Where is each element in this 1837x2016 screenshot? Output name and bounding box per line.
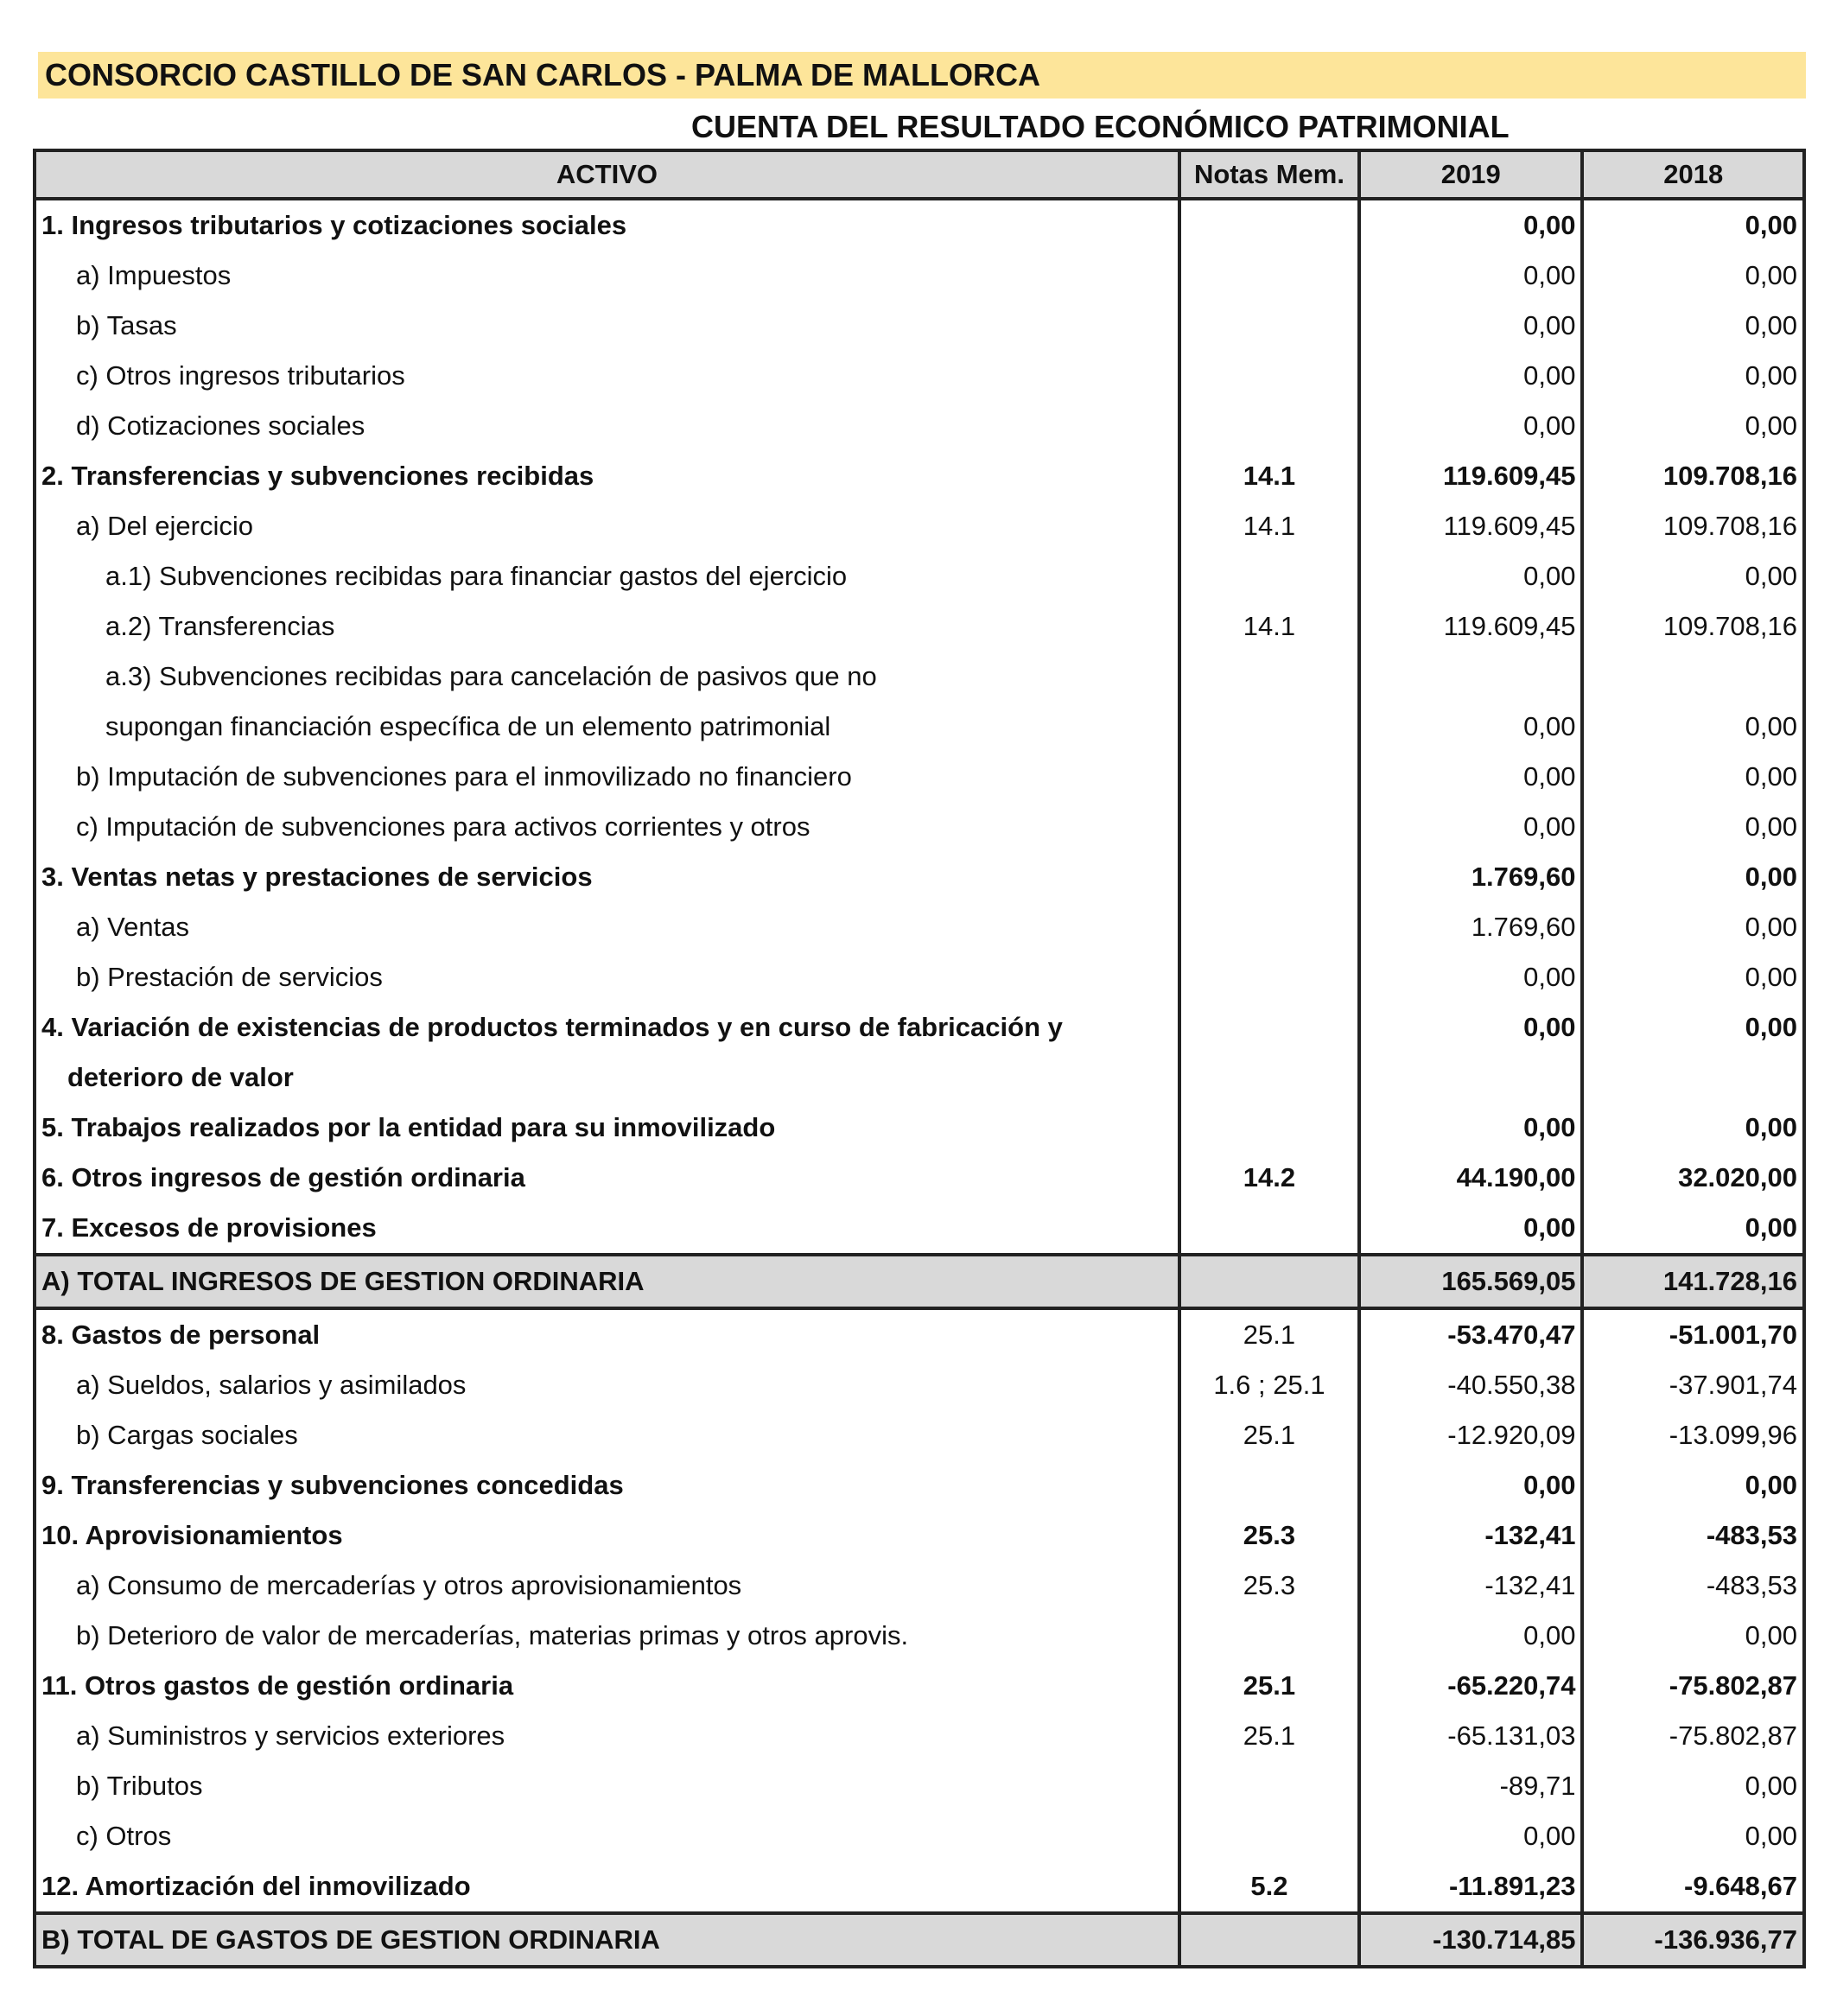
row-value-2019: -65.220,74 bbox=[1359, 1661, 1583, 1711]
row-value-2018: 0,00 bbox=[1582, 1811, 1804, 1861]
row-value-2018: 141.728,16 bbox=[1582, 1255, 1804, 1308]
table-row bbox=[35, 1153, 1804, 1203]
row-notes: 1.6 ; 25.1 bbox=[1179, 1360, 1359, 1410]
column-header-notes: Notas Mem. bbox=[1179, 150, 1359, 199]
row-value-2018: -9.648,67 bbox=[1582, 1861, 1804, 1913]
table-row bbox=[35, 1561, 1804, 1611]
row-value-2018: 0,00 bbox=[1582, 1103, 1804, 1153]
table-row bbox=[35, 301, 1804, 351]
table-row bbox=[35, 852, 1804, 902]
row-value-2019: -65.131,03 bbox=[1359, 1711, 1583, 1761]
table-row bbox=[35, 501, 1804, 551]
row-notes: 25.1 bbox=[1179, 1410, 1359, 1460]
row-value-2018: 0,00 bbox=[1582, 1761, 1804, 1811]
row-value-2019: 0,00 bbox=[1359, 199, 1583, 251]
row-notes: 5.2 bbox=[1179, 1861, 1359, 1913]
row-notes bbox=[1179, 401, 1359, 451]
row-value-2018: 109.708,16 bbox=[1582, 501, 1804, 551]
row-value-2018: 32.020,00 bbox=[1582, 1153, 1804, 1203]
row-label: a) Consumo de mercaderías y otros aprovisionamientos bbox=[76, 1570, 742, 1600]
row-value-2019: 0,00 bbox=[1359, 1103, 1583, 1153]
row-value-2018: 0,00 bbox=[1582, 401, 1804, 451]
table-row bbox=[35, 1811, 1804, 1861]
row-value-2019: 0,00 bbox=[1359, 752, 1583, 802]
row-label-line-2: supongan financiación específica de un elemento patrimonial bbox=[105, 711, 831, 741]
row-notes bbox=[1179, 952, 1359, 1002]
row-notes bbox=[1179, 199, 1359, 251]
total-expenses-row bbox=[35, 1913, 1804, 1967]
row-label-line-1: a.3) Subvenciones recibidas para cancelación de pasivos que no bbox=[105, 661, 877, 691]
row-value-2019: 0,00 bbox=[1359, 802, 1583, 852]
row-value-2018: -51.001,70 bbox=[1582, 1308, 1804, 1360]
table-row bbox=[35, 1002, 1804, 1103]
table-row bbox=[35, 802, 1804, 852]
table-row bbox=[35, 1861, 1804, 1913]
column-header-activo: ACTIVO bbox=[35, 150, 1179, 199]
row-value-2018: 0,00 bbox=[1582, 199, 1804, 251]
row-value-2018: -483,53 bbox=[1582, 1510, 1804, 1561]
row-value-2019: -11.891,23 bbox=[1359, 1861, 1583, 1913]
table-row bbox=[35, 1460, 1804, 1510]
row-notes bbox=[1179, 1103, 1359, 1153]
table-row bbox=[35, 1203, 1804, 1255]
row-notes bbox=[1179, 1761, 1359, 1811]
row-value-2018: 0,00 bbox=[1582, 351, 1804, 401]
row-value-2019: 0,00 bbox=[1359, 1203, 1583, 1255]
table-row bbox=[35, 451, 1804, 501]
table-row bbox=[35, 1103, 1804, 1153]
row-notes bbox=[1179, 351, 1359, 401]
row-notes bbox=[1179, 652, 1359, 752]
row-value-2019: -53.470,47 bbox=[1359, 1308, 1583, 1360]
entity-title-banner: CONSORCIO CASTILLO DE SAN CARLOS - PALMA DE MALLORCA bbox=[38, 52, 1806, 99]
row-label: 2. Transferencias y subvenciones recibidas bbox=[41, 461, 594, 491]
row-notes bbox=[1179, 1203, 1359, 1255]
table-row bbox=[35, 652, 1804, 752]
table-header-row bbox=[35, 150, 1804, 199]
row-value-2019: 0,00 bbox=[1359, 1611, 1583, 1661]
row-notes: 14.1 bbox=[1179, 451, 1359, 501]
row-label: a) Sueldos, salarios y asimilados bbox=[76, 1370, 467, 1400]
row-value-2018: 0,00 bbox=[1582, 952, 1804, 1002]
row-value-2019: -132,41 bbox=[1359, 1510, 1583, 1561]
row-value-2019: 44.190,00 bbox=[1359, 1153, 1583, 1203]
row-notes: 25.1 bbox=[1179, 1661, 1359, 1711]
table-row bbox=[35, 401, 1804, 451]
row-label: 9. Transferencias y subvenciones concedidas bbox=[41, 1470, 624, 1500]
row-value-2018: 0,00 bbox=[1582, 251, 1804, 301]
row-value-2018: 0,00 bbox=[1582, 802, 1804, 852]
row-value-2018: 109.708,16 bbox=[1582, 451, 1804, 501]
row-notes bbox=[1179, 852, 1359, 902]
table-row bbox=[35, 351, 1804, 401]
row-notes bbox=[1179, 1002, 1359, 1103]
row-label: d) Cotizaciones sociales bbox=[76, 410, 365, 441]
column-header-2019: 2019 bbox=[1359, 150, 1583, 199]
row-label: b) Prestación de servicios bbox=[76, 962, 383, 992]
row-notes: 25.3 bbox=[1179, 1510, 1359, 1561]
row-value-2018: 0,00 bbox=[1582, 1002, 1804, 1103]
table-row bbox=[35, 1661, 1804, 1711]
table-row bbox=[35, 551, 1804, 601]
table-row bbox=[35, 601, 1804, 652]
row-notes bbox=[1179, 1913, 1359, 1967]
row-value-2019: -40.550,38 bbox=[1359, 1360, 1583, 1410]
row-value-2019: 0,00 bbox=[1359, 1002, 1583, 1103]
row-notes bbox=[1179, 251, 1359, 301]
table-row bbox=[35, 1410, 1804, 1460]
row-value-2018: 0,00 bbox=[1582, 852, 1804, 902]
table-row bbox=[35, 1510, 1804, 1561]
row-label bbox=[35, 652, 1179, 752]
row-label: a) Del ejercicio bbox=[76, 511, 254, 541]
row-notes bbox=[1179, 902, 1359, 952]
table-row bbox=[35, 1360, 1804, 1410]
row-label: b) Tributos bbox=[76, 1771, 203, 1801]
row-value-2018: 0,00 bbox=[1582, 551, 1804, 601]
row-label: c) Imputación de subvenciones para activos corrientes y otros bbox=[76, 811, 810, 842]
row-value-2019: 119.609,45 bbox=[1359, 451, 1583, 501]
row-value-2019: 0,00 bbox=[1359, 952, 1583, 1002]
row-label: 1. Ingresos tributarios y cotizaciones sociales bbox=[41, 210, 627, 240]
row-label: 12. Amortización del inmovilizado bbox=[41, 1871, 471, 1901]
column-header-2018: 2018 bbox=[1582, 150, 1804, 199]
row-label: b) Imputación de subvenciones para el inmovilizado no financiero bbox=[76, 761, 852, 792]
row-value-2018: -483,53 bbox=[1582, 1561, 1804, 1611]
row-value-2019: 165.569,05 bbox=[1359, 1255, 1583, 1308]
row-notes bbox=[1179, 1611, 1359, 1661]
row-value-2019: 0,00 bbox=[1359, 301, 1583, 351]
row-value-2018: 0,00 bbox=[1582, 1460, 1804, 1510]
row-value-2018: 0,00 bbox=[1582, 1203, 1804, 1255]
row-value-2018: 109.708,16 bbox=[1582, 601, 1804, 652]
statement-title: CUENTA DEL RESULTADO ECONÓMICO PATRIMONIAL bbox=[691, 109, 1510, 144]
row-label: 10. Aprovisionamientos bbox=[41, 1520, 343, 1550]
row-value-2018: -13.099,96 bbox=[1582, 1410, 1804, 1460]
row-notes bbox=[1179, 752, 1359, 802]
row-label: c) Otros bbox=[76, 1821, 172, 1851]
total-income-row bbox=[35, 1255, 1804, 1308]
row-value-2018: -75.802,87 bbox=[1582, 1661, 1804, 1711]
row-value-2019: 0,00 bbox=[1359, 401, 1583, 451]
row-label: a) Suministros y servicios exteriores bbox=[76, 1720, 505, 1751]
row-notes bbox=[1179, 1255, 1359, 1308]
row-label: 6. Otros ingresos de gestión ordinaria bbox=[41, 1162, 525, 1192]
row-label-line-1: 4. Variación de existencias de productos terminados y en curso de fabricación y bbox=[41, 1012, 1063, 1042]
row-value-2018: 0,00 bbox=[1582, 301, 1804, 351]
row-notes: 14.1 bbox=[1179, 601, 1359, 652]
row-label: 3. Ventas netas y prestaciones de servicios bbox=[41, 862, 593, 892]
table-row bbox=[35, 199, 1804, 251]
table-row bbox=[35, 752, 1804, 802]
row-label: B) TOTAL DE GASTOS DE GESTION ORDINARIA bbox=[35, 1913, 1179, 1967]
row-value-2019: 0,00 bbox=[1359, 251, 1583, 301]
row-label: 7. Excesos de provisiones bbox=[41, 1212, 377, 1243]
row-value-2019: -132,41 bbox=[1359, 1561, 1583, 1611]
row-label: a.1) Subvenciones recibidas para financiar gastos del ejercicio bbox=[105, 561, 848, 591]
row-value-2019: 1.769,60 bbox=[1359, 902, 1583, 952]
row-value-2018: 0,00 bbox=[1582, 752, 1804, 802]
row-notes: 25.3 bbox=[1179, 1561, 1359, 1611]
table-row bbox=[35, 952, 1804, 1002]
table-row bbox=[35, 902, 1804, 952]
row-value-2018: 0,00 bbox=[1582, 652, 1804, 752]
row-value-2019: 119.609,45 bbox=[1359, 601, 1583, 652]
row-value-2019: 0,00 bbox=[1359, 1811, 1583, 1861]
row-notes: 14.1 bbox=[1179, 501, 1359, 551]
row-notes bbox=[1179, 802, 1359, 852]
row-value-2018: -37.901,74 bbox=[1582, 1360, 1804, 1410]
row-label: b) Tasas bbox=[76, 310, 177, 340]
row-label: 5. Trabajos realizados por la entidad para su inmovilizado bbox=[41, 1112, 776, 1142]
row-notes: 25.1 bbox=[1179, 1308, 1359, 1360]
row-value-2019: -89,71 bbox=[1359, 1761, 1583, 1811]
row-value-2019: -130.714,85 bbox=[1359, 1913, 1583, 1967]
row-value-2018: 0,00 bbox=[1582, 902, 1804, 952]
row-value-2018: -136.936,77 bbox=[1582, 1913, 1804, 1967]
row-label: c) Otros ingresos tributarios bbox=[76, 360, 405, 391]
table-row bbox=[35, 1711, 1804, 1761]
row-label: a.2) Transferencias bbox=[105, 611, 335, 641]
row-label bbox=[35, 1002, 1179, 1103]
row-value-2019: 0,00 bbox=[1359, 551, 1583, 601]
row-notes bbox=[1179, 1460, 1359, 1510]
row-value-2019: 1.769,60 bbox=[1359, 852, 1583, 902]
row-value-2019: 119.609,45 bbox=[1359, 501, 1583, 551]
table-row bbox=[35, 1308, 1804, 1360]
row-label: a) Impuestos bbox=[76, 260, 232, 290]
income-statement-table bbox=[33, 149, 1806, 1968]
row-value-2018: -75.802,87 bbox=[1582, 1711, 1804, 1761]
row-label: A) TOTAL INGRESOS DE GESTION ORDINARIA bbox=[35, 1255, 1179, 1308]
table-row bbox=[35, 1611, 1804, 1661]
row-label-line-2: deterioro de valor bbox=[67, 1062, 294, 1092]
row-value-2019: 0,00 bbox=[1359, 652, 1583, 752]
row-notes bbox=[1179, 301, 1359, 351]
row-value-2019: -12.920,09 bbox=[1359, 1410, 1583, 1460]
row-label: b) Deterioro de valor de mercaderías, materias primas y otros aprovis. bbox=[76, 1620, 909, 1650]
row-value-2019: 0,00 bbox=[1359, 1460, 1583, 1510]
row-notes: 25.1 bbox=[1179, 1711, 1359, 1761]
row-notes: 14.2 bbox=[1179, 1153, 1359, 1203]
row-label: 8. Gastos de personal bbox=[41, 1320, 321, 1350]
row-value-2019: 0,00 bbox=[1359, 351, 1583, 401]
row-notes bbox=[1179, 1811, 1359, 1861]
row-label: a) Ventas bbox=[76, 912, 189, 942]
row-notes bbox=[1179, 551, 1359, 601]
row-label: b) Cargas sociales bbox=[76, 1420, 298, 1450]
row-label: 11. Otros gastos de gestión ordinaria bbox=[41, 1670, 514, 1701]
table-row bbox=[35, 1761, 1804, 1811]
table-row bbox=[35, 251, 1804, 301]
row-value-2018: 0,00 bbox=[1582, 1611, 1804, 1661]
